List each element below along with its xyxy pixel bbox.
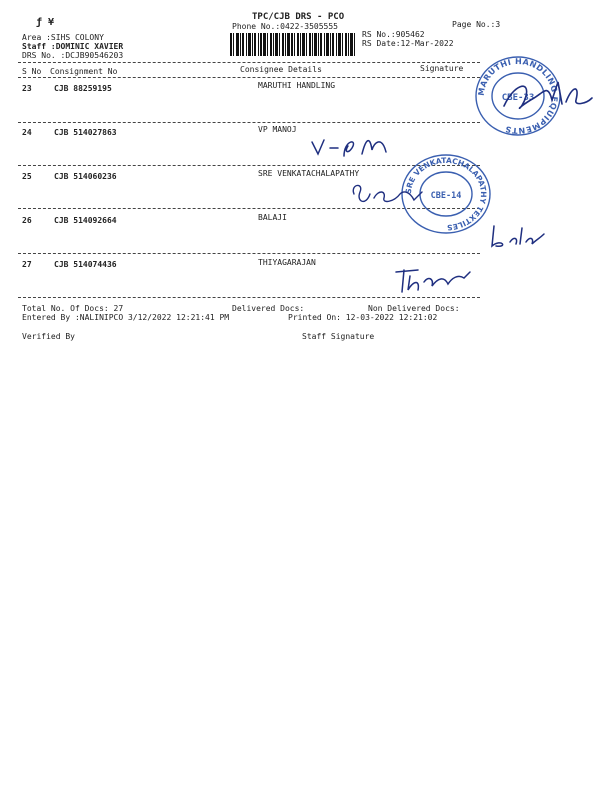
column-consignee: Consignee Details <box>240 65 322 74</box>
row-consignment: CJB 514060236 <box>54 172 117 181</box>
row-sno: 26 <box>22 216 32 225</box>
staff-label: Staff :DOMINIC XAVIER <box>22 42 124 51</box>
row-consignee: BALAJI <box>258 213 287 222</box>
header-mark: ƒ ¥ <box>36 17 55 28</box>
verified-by: Verified By <box>22 332 75 341</box>
rs-number: RS No.:905462 <box>362 30 425 39</box>
row-sno: 27 <box>22 260 32 269</box>
signature-row-23 <box>500 76 596 116</box>
row-sno: 24 <box>22 128 32 137</box>
drs-number: DRS No. :DCJB90546203 <box>22 51 124 60</box>
column-sno: S No <box>22 67 42 76</box>
document-title: TPC/CJB DRS - PCO <box>252 12 345 22</box>
row-consignment: CJB 514074436 <box>54 260 117 269</box>
row-consignment: CJB 514027863 <box>54 128 117 137</box>
row-divider <box>18 253 480 254</box>
signature-row-27 <box>392 262 476 296</box>
row-consignee: VP MANOJ <box>258 125 297 134</box>
staff-signature: Staff Signature <box>302 332 375 341</box>
phone-number: Phone No.:0422-3505555 <box>232 22 338 31</box>
row-divider <box>18 297 480 298</box>
header-bottom-divider <box>18 77 480 78</box>
row-sno: 23 <box>22 84 32 93</box>
total-docs: Total No. Of Docs: 27 <box>22 304 124 313</box>
column-signature: Signature <box>420 64 464 73</box>
printed-on: Printed On: 12-03-2022 12:21:02 <box>288 313 438 322</box>
svg-text:CBE-33: CBE-33 <box>501 93 535 103</box>
svg-text:CBE-14: CBE-14 <box>430 191 462 201</box>
non-delivered-docs: Non Delivered Docs: <box>368 304 460 313</box>
row-consignee: MARUTHI HANDLING <box>258 81 336 90</box>
header-top-divider <box>18 62 480 63</box>
svg-text:SRE VENKATACHALAPATHY TEXTILES: SRE VENKATACHALAPATHY TEXTILES <box>403 155 489 233</box>
row-consignment: CJB 88259195 <box>54 84 112 93</box>
signature-row-25 <box>348 180 428 210</box>
row-sno: 25 <box>22 172 32 181</box>
delivered-docs: Delivered Docs: <box>232 304 305 313</box>
entered-by: Entered By :NALINIPCO 3/12/2022 12:21:41 PM <box>22 313 230 322</box>
column-consignment: Consignment No <box>50 67 118 76</box>
signature-row-26 <box>488 222 552 252</box>
page-number: Page No.:3 <box>452 20 501 29</box>
row-consignment: CJB 514092664 <box>54 216 117 225</box>
row-divider <box>18 122 480 123</box>
svg-text:MARUTHI HANDLING EQUIPMENTS: MARUTHI HANDLING EQUIPMENTS <box>476 56 560 136</box>
row-consignee: SRE VENKATACHALAPATHY <box>258 169 360 178</box>
rs-date: RS Date:12-Mar-2022 <box>362 39 454 48</box>
signature-row-24 <box>308 130 398 162</box>
area-label: Area :SIHS COLONY <box>22 33 104 42</box>
row-consignee: THIYAGARAJAN <box>258 258 316 267</box>
barcode-image <box>230 33 355 56</box>
